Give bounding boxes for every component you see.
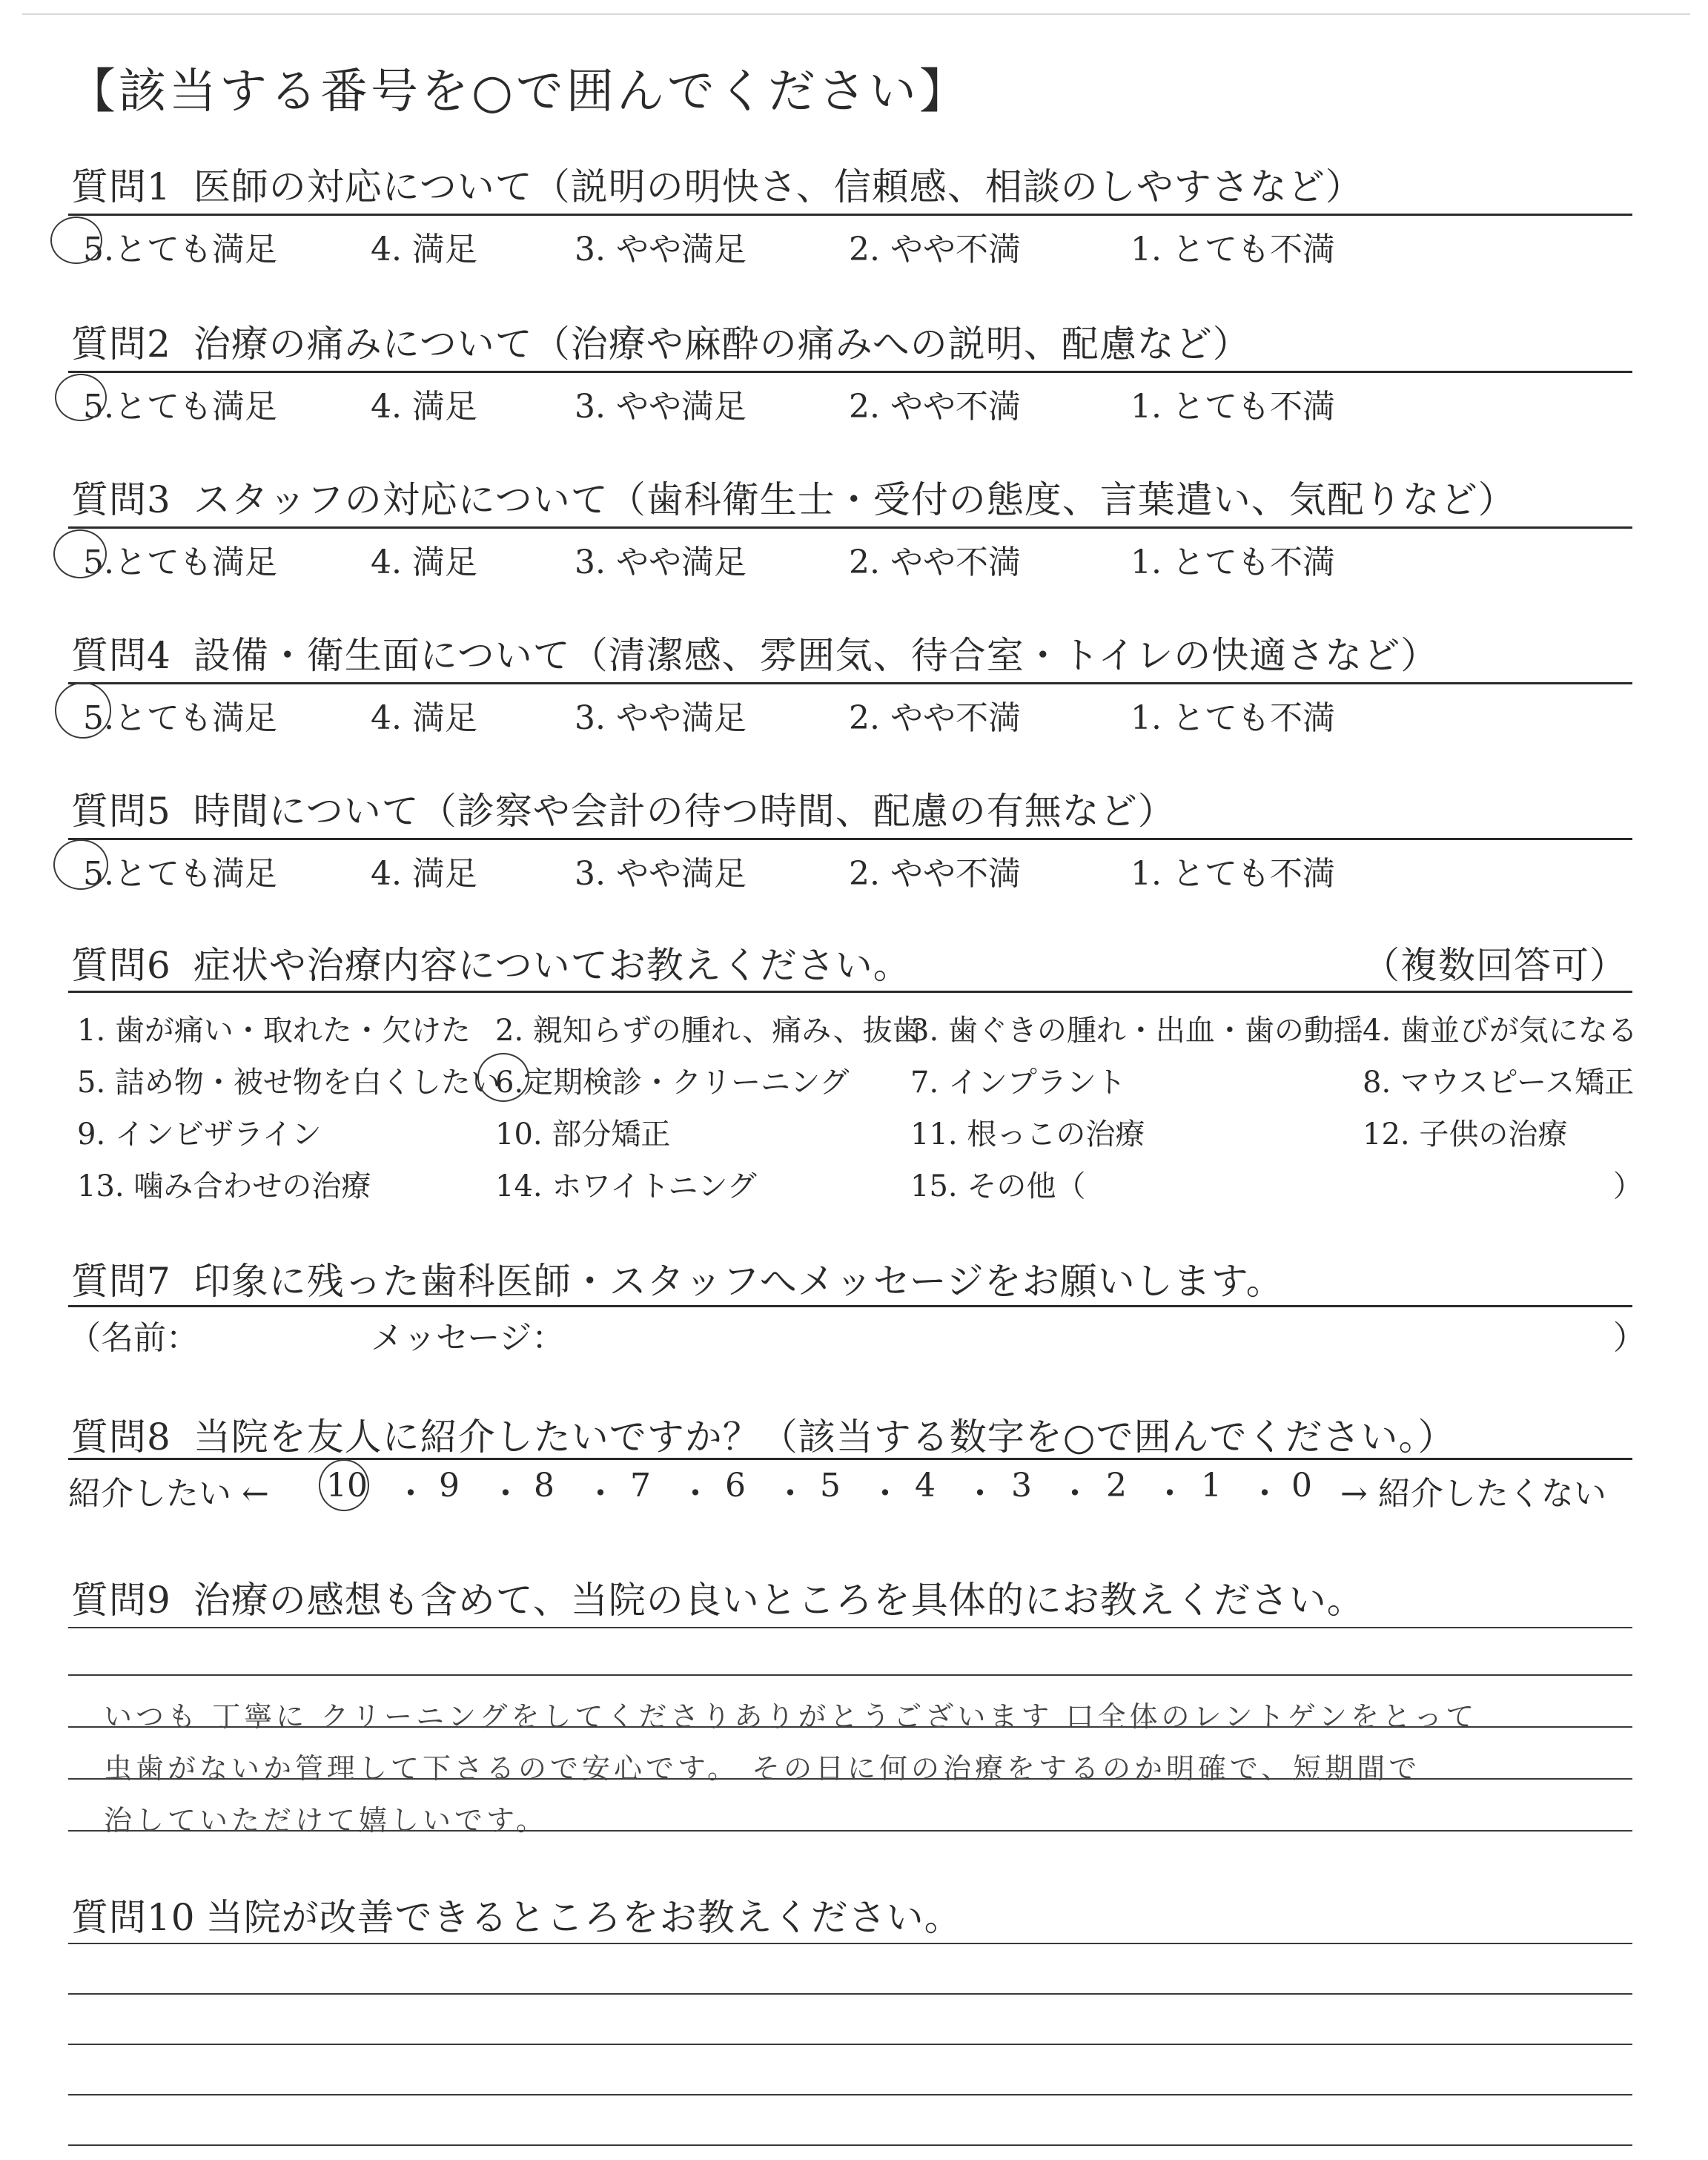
- scale-separator-dot: ・: [489, 1475, 522, 1513]
- q1-selected-circle: [50, 217, 102, 264]
- recommend-left-label: 紹介したい ←: [68, 1475, 269, 1513]
- question-text: 治療の感想も含めて、当院の良いところを具体的にお教えください。: [193, 1579, 1365, 1622]
- question-6-divider: [68, 991, 1632, 993]
- q4-selected-circle: [55, 682, 111, 739]
- symptom-option-12[interactable]: 12. 子供の治療: [1363, 1117, 1568, 1152]
- q7-close-paren: ）: [1613, 1319, 1646, 1357]
- symptom-option-15[interactable]: 15. その他（: [910, 1169, 1086, 1203]
- question-text: 当院を友人に紹介したいですか？（該当する数字を○で囲んでください。）: [193, 1416, 1456, 1459]
- q1-option-3[interactable]: 3. やや満足: [575, 231, 747, 268]
- recommend-score-7[interactable]: 7: [630, 1467, 651, 1505]
- question-text: 時間について（診察や会計の待つ時間、配慮の有無など）: [193, 790, 1176, 833]
- q4-option-2[interactable]: 2. やや不満: [849, 699, 1021, 737]
- q4-option-3[interactable]: 3. やや満足: [575, 699, 747, 737]
- recommend-score-1[interactable]: 1: [1201, 1467, 1222, 1505]
- question-text: スタッフの対応について（歯科衛生士・受付の態度、言葉遣い、気配りなど）: [193, 478, 1516, 521]
- recommend-score-5[interactable]: 5: [820, 1467, 841, 1505]
- question-7-divider: [68, 1305, 1632, 1307]
- question-text: 設備・衛生面について（清潔感、雰囲気、待合室・トイレの快適さなど）: [193, 634, 1439, 677]
- q5-option-1[interactable]: 1. とても不満: [1131, 855, 1335, 893]
- question-10-title: [71, 1888, 962, 1941]
- q5-option-5[interactable]: 5.とても満足: [83, 855, 277, 893]
- scale-separator-dot: ・: [964, 1475, 996, 1513]
- q9-handwritten-line-1: いつも 丁寧に クリーニングをしてくださりありがとうございます 口全体のレントゲンをとって: [104, 1700, 1478, 1733]
- symptom-option-7[interactable]: 7. インプラント: [910, 1066, 1126, 1100]
- question-3-title: [71, 470, 1516, 524]
- q7-name-label: （名前：: [68, 1319, 199, 1357]
- recommend-score-9[interactable]: 9: [439, 1467, 460, 1505]
- question-number: 質問3: [71, 478, 171, 521]
- form-instruction-title: 【該当する番号を○で囲んでください】: [68, 65, 970, 119]
- scale-separator-dot: ・: [1153, 1475, 1186, 1513]
- q2-option-3[interactable]: 3. やや満足: [575, 388, 747, 426]
- question-text: 印象に残った歯科医師・スタッフへメッセージをお願いします。: [193, 1260, 1284, 1303]
- q3-option-1[interactable]: 1. とても不満: [1131, 544, 1335, 581]
- q4-option-4[interactable]: 4. 満足: [371, 699, 477, 737]
- q10-answer-line: [68, 2094, 1632, 2095]
- q5-option-4[interactable]: 4. 満足: [371, 855, 477, 893]
- q1-option-1[interactable]: 1. とても不満: [1131, 231, 1335, 268]
- q9-answer-line: [68, 1627, 1632, 1628]
- q3-selected-circle: [53, 529, 107, 578]
- q5-option-2[interactable]: 2. やや不満: [849, 855, 1021, 893]
- q10-answer-line: [68, 2144, 1632, 2146]
- question-number: 質問1: [71, 165, 171, 208]
- q5-option-3[interactable]: 3. やや満足: [575, 855, 747, 893]
- symptom-option-3[interactable]: 3. 歯ぐきの腫れ・出血・歯の動揺: [910, 1014, 1363, 1048]
- recommend-score-2[interactable]: 2: [1106, 1467, 1127, 1505]
- q2-option-2[interactable]: 2. やや不満: [849, 388, 1021, 426]
- symptom-option-6[interactable]: 6.定期検診・クリーニング: [495, 1066, 850, 1100]
- q3-option-5[interactable]: 5.とても満足: [83, 544, 277, 581]
- recommend-selected-circle: [319, 1459, 369, 1511]
- question-1-divider: [68, 214, 1632, 216]
- question-6-note: （複数回答可）: [1363, 944, 1627, 987]
- question-5-divider: [68, 838, 1632, 840]
- recommend-score-10[interactable]: 10: [326, 1467, 368, 1505]
- q2-selected-circle: [55, 374, 107, 421]
- q9-handwritten-line-2: 虫歯がないか管理して下さるので安心です。 その日に何の治療をするのか明確で、短期間で: [104, 1752, 1421, 1785]
- question-number: 質問8: [71, 1416, 171, 1459]
- q10-answer-line: [68, 2044, 1632, 2045]
- symptom-option-8[interactable]: 8. マウスピース矯正: [1363, 1066, 1635, 1100]
- question-8-title: [71, 1407, 1455, 1461]
- question-4-title: [71, 626, 1438, 679]
- symptom-option-1[interactable]: 1. 歯が痛い・取れた・欠けた: [77, 1014, 471, 1048]
- question-number: 質問4: [71, 634, 171, 677]
- scale-separator-dot: ・: [869, 1475, 901, 1513]
- q3-option-4[interactable]: 4. 満足: [371, 544, 477, 581]
- q1-option-4[interactable]: 4. 満足: [371, 231, 477, 268]
- question-number: 質問2: [71, 323, 171, 366]
- symptom-6-selected-circle: [477, 1053, 529, 1102]
- scale-separator-dot: ・: [1059, 1475, 1091, 1513]
- q1-option-5[interactable]: 5.とても満足: [83, 231, 277, 268]
- scale-separator-dot: ・: [584, 1475, 617, 1513]
- question-8-divider: [68, 1458, 1632, 1460]
- question-text: 当院が改善できるところをお教えください。: [205, 1896, 962, 1939]
- q1-option-2[interactable]: 2. やや不満: [849, 231, 1021, 268]
- question-text: 医師の対応について（説明の明快さ、信頼感、相談のしやすさなど）: [193, 165, 1363, 208]
- recommend-score-0[interactable]: 0: [1291, 1467, 1312, 1505]
- q2-option-1[interactable]: 1. とても不満: [1131, 388, 1335, 426]
- recommend-score-4[interactable]: 4: [915, 1467, 936, 1505]
- symptom-option-11[interactable]: 11. 根っこの治療: [910, 1117, 1145, 1152]
- symptom-option-4[interactable]: 4. 歯並びが気になる: [1363, 1014, 1638, 1048]
- q2-option-4[interactable]: 4. 満足: [371, 388, 477, 426]
- question-2-title: [71, 314, 1251, 368]
- q7-message-label: メッセージ：: [371, 1319, 565, 1357]
- question-text: 症状や治療内容についてお教えください。: [193, 944, 911, 987]
- scale-separator-dot: ・: [1248, 1475, 1281, 1513]
- question-number: 質問7: [71, 1260, 171, 1303]
- q10-answer-line: [68, 1943, 1632, 1944]
- scale-separator-dot: ・: [679, 1475, 712, 1513]
- recommend-score-8[interactable]: 8: [534, 1467, 555, 1505]
- q9-handwritten-line-3: 治していただけて嬉しいです。: [104, 1804, 548, 1837]
- symptom-option-10[interactable]: 10. 部分矯正: [495, 1117, 671, 1152]
- question-number: 質問9: [71, 1579, 171, 1622]
- question-5-title: [71, 782, 1176, 835]
- question-4-divider: [68, 682, 1632, 684]
- recommend-score-6[interactable]: 6: [725, 1467, 746, 1505]
- symptom-option-13[interactable]: 13. 噛み合わせの治療: [77, 1169, 371, 1203]
- q4-option-1[interactable]: 1. とても不満: [1131, 699, 1335, 737]
- q4-option-5[interactable]: 5.とても満足: [83, 699, 277, 737]
- q5-selected-circle: [53, 839, 108, 890]
- question-3-divider: [68, 526, 1632, 529]
- q9-answer-line: [68, 1674, 1632, 1676]
- symptom-other-close: ）: [1613, 1169, 1643, 1203]
- question-9-title: [71, 1571, 1365, 1624]
- q10-answer-line: [68, 1993, 1632, 1995]
- question-number: 質問10: [71, 1896, 196, 1939]
- recommend-right-label: → 紹介したくない: [1340, 1475, 1606, 1513]
- q3-option-2[interactable]: 2. やや不満: [849, 544, 1021, 581]
- question-6-title: [71, 936, 911, 989]
- question-2-divider: [68, 371, 1632, 373]
- recommend-score-3[interactable]: 3: [1011, 1467, 1032, 1505]
- page-top-line: [22, 13, 1690, 15]
- scale-separator-dot: ・: [394, 1475, 427, 1513]
- question-1-title: [71, 157, 1363, 211]
- q3-option-3[interactable]: 3. やや満足: [575, 544, 747, 581]
- q2-option-5[interactable]: 5.とても満足: [83, 388, 277, 426]
- symptom-option-14[interactable]: 14. ホワイトニング: [495, 1169, 757, 1203]
- scale-separator-dot: ・: [774, 1475, 807, 1513]
- question-text: 治療の痛みについて（治療や麻酔の痛みへの説明、配慮など）: [193, 323, 1251, 366]
- symptom-option-9[interactable]: 9. インビザライン: [77, 1117, 322, 1152]
- question-7-title: [71, 1252, 1284, 1305]
- symptom-option-5[interactable]: 5. 詰め物・被せ物を白くしたい: [77, 1066, 500, 1100]
- question-number: 質問5: [71, 790, 171, 833]
- symptom-option-2[interactable]: 2. 親知らずの腫れ、痛み、抜歯: [495, 1014, 922, 1048]
- question-number: 質問6: [71, 944, 171, 987]
